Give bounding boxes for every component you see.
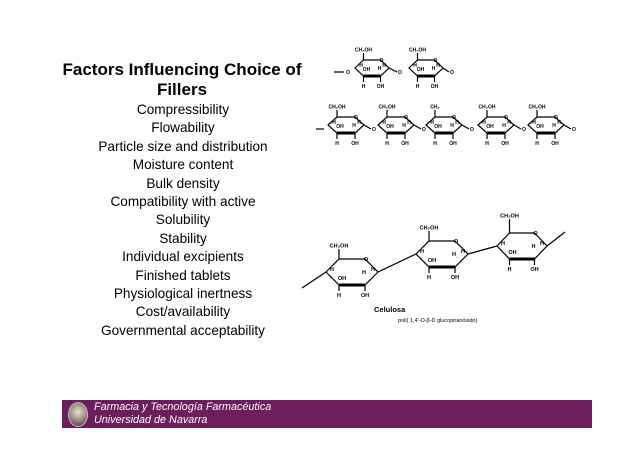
cellulose-label: Celulosa [374, 305, 406, 314]
university-seal-icon [68, 402, 88, 427]
hydrogen-label: H [461, 249, 465, 255]
glycosidic-bond [443, 68, 449, 72]
ring-oxygen-label: O [354, 115, 358, 121]
hydrogen-label: H [362, 270, 366, 276]
substituent-label: CH₂OH [378, 104, 396, 111]
hydrogen-label: H [501, 241, 505, 247]
hydroxyl-label: OH [486, 124, 494, 130]
slide-title-line-2: Fillers [156, 80, 208, 99]
bridge-oxygen-label: O [398, 70, 402, 76]
glycosidic-bond [514, 125, 521, 129]
hydrogen-label: H [357, 120, 361, 126]
hydrogen-label: H [402, 123, 406, 129]
footer-university: Universidad de Navarra [94, 414, 208, 426]
factor-item: Compatibility with active [110, 194, 256, 210]
bridge-oxygen-label: O [522, 127, 526, 133]
hydroxyl-label: OH [336, 124, 344, 130]
ring-oxygen-label: O [404, 115, 408, 121]
hydroxyl-label: OH [351, 141, 359, 147]
ring-oxygen-label: O [452, 115, 456, 121]
hydroxyl-label: OH [337, 276, 347, 282]
glycosidic-bond [547, 232, 565, 246]
chain-short-rings [334, 48, 454, 91]
factor-item: Finished tablets [135, 267, 231, 283]
glucose-chain-long-structure [316, 95, 592, 155]
substituent-label: CH₂OH [329, 243, 349, 250]
hydroxyl-label: OH [386, 124, 394, 130]
hydroxyl-label: OH [530, 267, 539, 273]
hydrogen-label: H [430, 120, 434, 126]
hydrogen-label: H [450, 123, 454, 129]
hydrogen-label: H [407, 120, 411, 126]
glycosidic-bond [364, 125, 371, 129]
hydrogen-label: H [330, 267, 334, 273]
slide-title-line-1: Factors Influencing Choice of [62, 60, 302, 79]
factor-item: Individual excipients [122, 249, 244, 265]
bridge-oxygen-label: O [450, 70, 454, 76]
hydrogen-label: H [382, 120, 386, 126]
hydrogen-label: H [335, 141, 339, 147]
substituent-label: CH₂OH [419, 225, 439, 232]
hydroxyl-label: OH [434, 124, 442, 130]
hydroxyl-label: OH [450, 275, 460, 281]
hydrogen-label: H [352, 123, 356, 129]
bridge-oxygen-label: O [422, 127, 426, 133]
ring-oxygen-label: O [554, 115, 558, 121]
hydrogen-label: H [507, 267, 512, 273]
hydrogen-label: H [420, 249, 424, 255]
substituent-label: CH₂OH [328, 104, 346, 111]
glycosidic-bond [302, 272, 326, 288]
hydrogen-label: H [485, 141, 489, 147]
hydrogen-label: H [552, 123, 556, 129]
hydroxyl-label: OH [416, 67, 425, 73]
glycosidic-bond [468, 246, 497, 254]
hydrogen-label: H [385, 141, 389, 147]
ring-oxygen-label: O [379, 58, 384, 64]
hydrogen-label: H [433, 141, 437, 147]
substituent-label: CH₂OH [478, 104, 496, 111]
hydrogen-label: H [332, 120, 336, 126]
factor-item: Compressibility [136, 102, 230, 117]
hydrogen-label: H [431, 66, 436, 72]
hydrogen-label: H [482, 120, 486, 126]
footer-bar [62, 400, 592, 428]
hydrogen-label: H [455, 120, 459, 126]
hydroxyl-label: OH [362, 67, 371, 73]
cellulose-formula: poli( 1,4'-O-β-D glucopiranósido) [398, 318, 478, 324]
hydrogen-label: H [359, 63, 363, 69]
ring-oxygen-label: O [363, 257, 369, 263]
cellulose-structure [300, 200, 580, 330]
glycosidic-bond [564, 125, 571, 129]
factor-item: Cost/availability [135, 304, 231, 320]
hydroxyl-label: OH [427, 258, 437, 264]
factor-item: Solubility [155, 212, 211, 228]
hydrogen-label: H [507, 120, 511, 126]
substituent-label: CH₂OH [500, 213, 519, 220]
glycosidic-bond [378, 254, 416, 272]
hydrogen-label: H [382, 63, 386, 69]
factor-item: Bulk density [146, 175, 220, 191]
substituent-label: CH₂OH [409, 47, 426, 54]
ring-oxygen-label: O [453, 239, 459, 245]
hydroxyl-label: OH [508, 250, 517, 256]
slide-title [48, 60, 316, 100]
bridge-oxygen-label: O [470, 127, 474, 133]
hydroxyl-label: OH [536, 124, 544, 130]
hydroxyl-label: OH [430, 84, 439, 90]
glucose-chain-short-structure [330, 38, 470, 92]
factor-item: Governmental acceptability [101, 322, 265, 338]
substituent-label: CH₂OH [528, 104, 546, 111]
hydrogen-label: H [361, 84, 366, 90]
footer-text [94, 401, 271, 427]
hydrogen-label: H [371, 267, 375, 273]
factor-item: Particle size and distribution [98, 138, 268, 154]
glycosidic-bond [414, 125, 421, 129]
hydroxyl-label: OH [501, 141, 509, 147]
ring-oxygen-label: O [433, 58, 438, 64]
hydrogen-label: H [540, 241, 544, 247]
hydrogen-label: H [413, 63, 417, 69]
hydrogen-label: H [427, 275, 431, 281]
glycosidic-bond [462, 125, 469, 129]
factor-item: Moisture content [132, 157, 234, 173]
cellulose-rings [302, 214, 565, 300]
ring-oxygen-label: O [533, 231, 538, 237]
hydroxyl-label: OH [376, 84, 385, 90]
bridge-oxygen-label: O [372, 127, 376, 133]
factor-item: Physiological inertness [113, 286, 253, 302]
bridge-oxygen-label: O [346, 70, 350, 76]
factor-item: Flowability [151, 120, 215, 136]
hydrogen-label: H [557, 120, 561, 126]
ring-oxygen-label: O [504, 115, 508, 121]
hydrogen-label: H [452, 252, 456, 258]
hydroxyl-label: OH [401, 141, 409, 147]
hydrogen-label: H [436, 63, 440, 69]
factors-list [68, 101, 298, 340]
hydrogen-label: H [337, 293, 341, 299]
hydrogen-label: H [531, 244, 536, 250]
chain-long-rings [316, 105, 576, 148]
hydroxyl-label: OH [449, 141, 457, 147]
hydroxyl-label: OH [551, 141, 559, 147]
substituent-label: CH₂ [430, 104, 440, 111]
hydrogen-label: H [377, 66, 382, 72]
substituent-label: CH₂OH [355, 47, 372, 54]
footer-department: Farmacia y Tecnología Farmacéutica [94, 401, 272, 413]
hydrogen-label: H [415, 84, 420, 90]
factor-item: Stability [159, 230, 207, 246]
hydrogen-label: H [535, 141, 539, 147]
hydroxyl-label: OH [360, 293, 370, 299]
hydrogen-label: H [532, 120, 536, 126]
bridge-oxygen-label: O [572, 127, 576, 133]
hydrogen-label: H [502, 123, 506, 129]
glycosidic-bond [389, 68, 397, 72]
